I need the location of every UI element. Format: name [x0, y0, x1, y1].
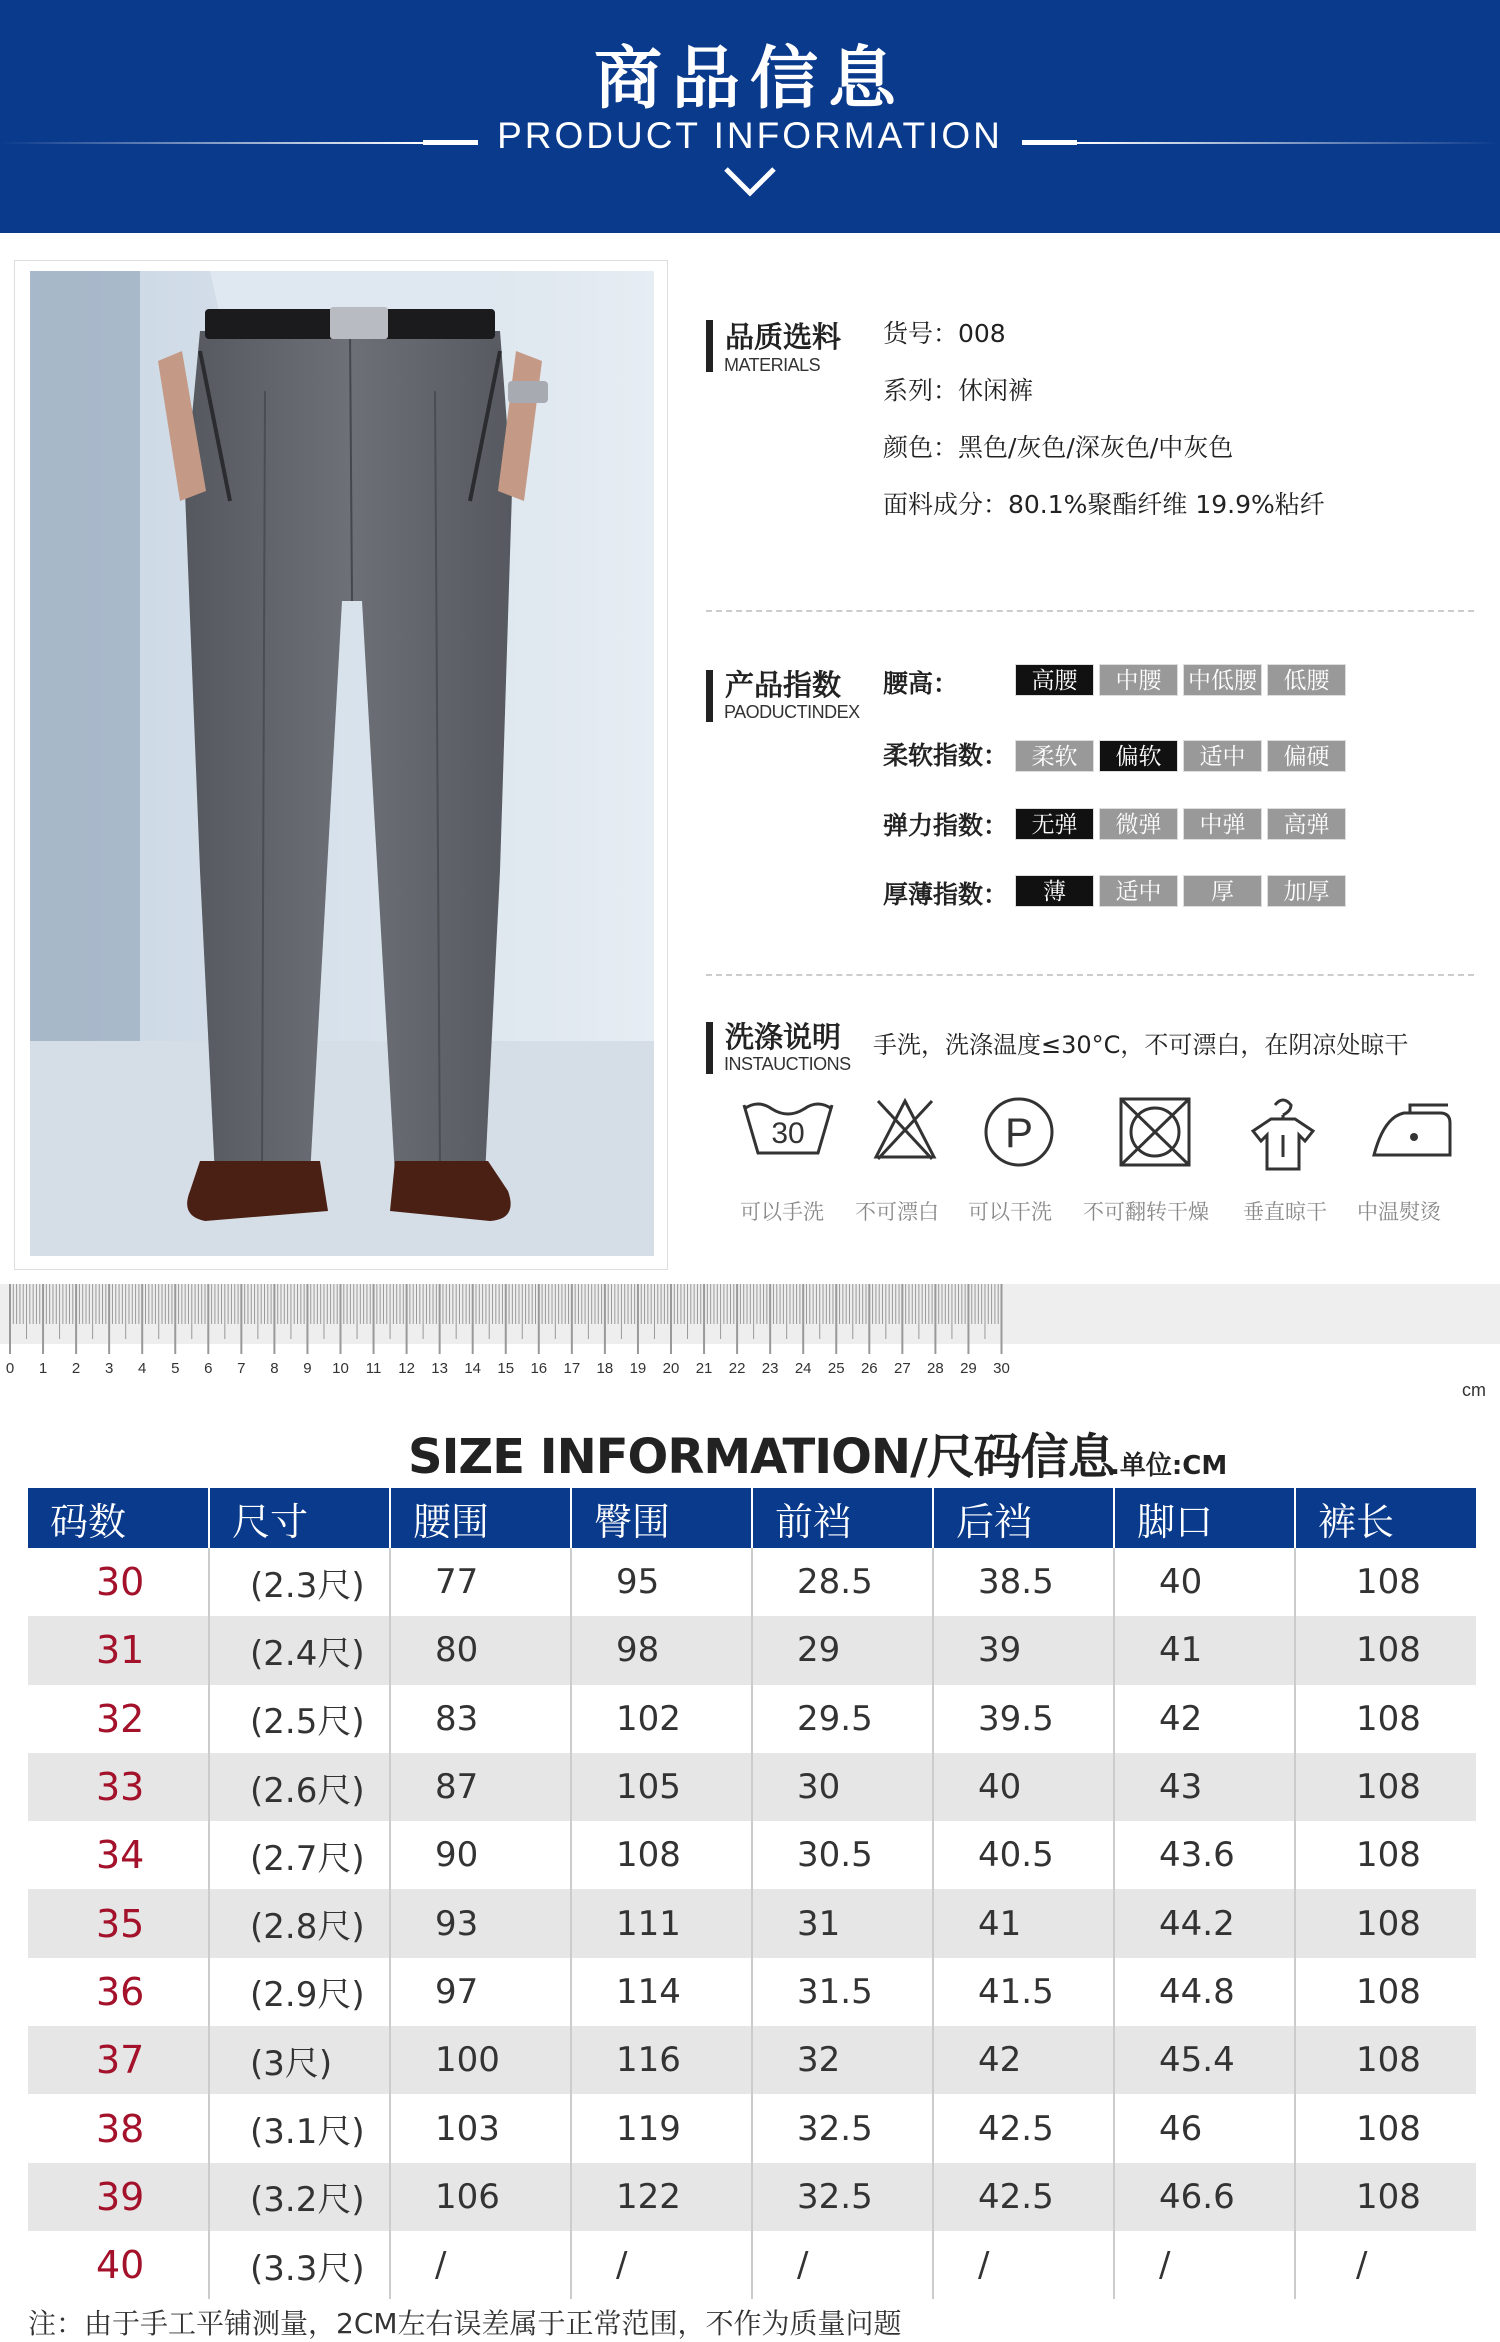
table-cell: 38.5	[933, 1548, 1114, 1616]
care-title-en: INSTAUCTIONS	[724, 1054, 851, 1074]
materials-line: 货号：008	[883, 319, 1006, 348]
table-cell: (2.3尺)	[209, 1548, 390, 1616]
section-divider	[706, 610, 1474, 612]
table-cell: 45.4	[1114, 2026, 1295, 2094]
table-cell: (3.2尺)	[209, 2163, 390, 2231]
table-cell: (2.7尺)	[209, 1821, 390, 1889]
table-row	[28, 1889, 1476, 1957]
table-cell: 40	[1114, 1548, 1295, 1616]
table-cell: /	[752, 2231, 933, 2299]
table-cell: 106	[390, 2163, 571, 2231]
ruler-tick-label: 19	[629, 1360, 647, 1377]
table-cell: 41	[933, 1889, 1114, 1957]
materials-line: 颜色：黑色/灰色/深灰色/中灰色	[883, 433, 1234, 462]
table-cell: 41	[1114, 1616, 1295, 1684]
table-cell: 42	[1114, 1685, 1295, 1753]
table-cell: 108	[571, 1821, 752, 1889]
table-cell: (3.3尺)	[209, 2231, 390, 2299]
table-cell: 43.6	[1114, 1821, 1295, 1889]
column-header: 尺寸	[209, 1488, 390, 1548]
table-cell: /	[933, 2231, 1114, 2299]
table-cell: 114	[571, 1958, 752, 2026]
table-cell: 108	[1295, 1753, 1476, 1821]
size-code-cell: 36	[28, 1958, 209, 2026]
section-divider	[706, 974, 1474, 976]
table-cell: 31	[752, 1889, 933, 1957]
size-code-cell: 32	[28, 1685, 209, 1753]
ruler-tick-label: 26	[860, 1360, 878, 1377]
ruler-tick-label: 25	[827, 1360, 845, 1377]
table-cell: 122	[571, 2163, 752, 2231]
table-row	[28, 1958, 1476, 2026]
column-header: 码数	[28, 1488, 209, 1548]
ruler-tick-label: 6	[204, 1360, 213, 1377]
ruler-tick-label: 8	[270, 1360, 279, 1377]
no-bleach-icon	[870, 1095, 940, 1165]
table-cell: 32	[752, 2026, 933, 2094]
size-table-header	[28, 1488, 1476, 1548]
table-cell: 32.5	[752, 2163, 933, 2231]
table-cell: 108	[1356, 1835, 1421, 1876]
index-chip: 中腰	[1099, 664, 1178, 696]
table-cell: 44.2	[1114, 1889, 1295, 1957]
index-chip: 柔软	[1015, 740, 1094, 772]
iron-medium-icon	[1370, 1095, 1456, 1165]
product-index-marker	[706, 670, 713, 722]
table-cell: 42	[933, 2026, 1114, 2094]
table-cell: 30.5	[752, 1821, 933, 1889]
care-caption: 垂直晾干	[1243, 1200, 1327, 1224]
index-chip: 偏硬	[1267, 740, 1346, 772]
ruler-tick-label: 15	[497, 1360, 515, 1377]
size-code-cell: 31	[28, 1616, 209, 1684]
table-cell: 105	[571, 1753, 752, 1821]
table-row	[28, 1753, 1476, 1821]
table-cell: 108	[1295, 1889, 1476, 1957]
table-cell: 77	[390, 1548, 571, 1616]
care-caption: 可以手洗	[740, 1200, 824, 1224]
table-row	[28, 1548, 1476, 1616]
svg-text:30: 30	[771, 1117, 805, 1150]
table-cell: 40	[933, 1753, 1114, 1821]
table-cell: 80	[390, 1616, 571, 1684]
size-code-cell: 35	[28, 1889, 209, 1957]
table-cell: 87	[390, 1753, 571, 1821]
index-chip: 无弹	[1015, 808, 1094, 840]
index-label-elasticity: 弹力指数：	[883, 811, 1009, 840]
care-caption: 不可漂白	[855, 1200, 939, 1224]
table-cell: 39	[933, 1616, 1114, 1684]
materials-line: 面料成分：80.1%聚酯纤维 19.9%粘纤	[883, 490, 1325, 519]
table-cell: 46.6	[1114, 2163, 1295, 2231]
ruler-tick-label: 1	[38, 1360, 48, 1377]
table-cell: (2.6尺)	[209, 1753, 390, 1821]
index-chip: 加厚	[1267, 875, 1346, 907]
page-subtitle: PRODUCT INFORMATION	[497, 115, 1003, 156]
svg-text:P: P	[1004, 1109, 1034, 1156]
table-cell: 100	[390, 2026, 571, 2094]
table-cell: 95	[571, 1548, 752, 1616]
ruler	[0, 1284, 1500, 1404]
table-cell: 108	[1356, 1971, 1421, 2012]
size-unit: .单位:CM	[1110, 1451, 1228, 1481]
table-cell: 29.5	[752, 1685, 933, 1753]
care-marker	[706, 1022, 713, 1074]
size-table	[28, 1488, 1476, 2299]
table-cell: (2.4尺)	[209, 1616, 390, 1684]
table-cell: (2.9尺)	[209, 1958, 390, 2026]
care-text: 手洗，洗涤温度≤30°C，不可漂白，在阴凉处晾干	[873, 1031, 1409, 1059]
page-header	[0, 0, 1500, 233]
table-cell: /	[1356, 2245, 1368, 2286]
ruler-tick-label: 13	[431, 1360, 448, 1377]
hang-dry-icon	[1245, 1095, 1321, 1175]
table-row	[28, 2231, 1476, 2299]
table-cell: 39.5	[933, 1685, 1114, 1753]
column-header: 腰围	[390, 1488, 571, 1548]
index-chip: 偏软	[1099, 740, 1178, 772]
size-table-body	[28, 1548, 1476, 2299]
table-cell: (2.8尺)	[209, 1889, 390, 1957]
size-code-cell: 33	[28, 1753, 209, 1821]
care-title: 洗涤说明	[725, 1020, 842, 1054]
table-cell: 108	[1356, 2108, 1421, 2149]
table-cell: 29	[752, 1616, 933, 1684]
table-row	[28, 2094, 1476, 2162]
ruler-tick-label: 29	[960, 1360, 977, 1377]
ruler-tick-label: 9	[303, 1360, 312, 1377]
column-header: 前裆	[752, 1488, 933, 1548]
table-cell: (3.1尺)	[209, 2094, 390, 2162]
care-caption: 中温熨烫	[1357, 1200, 1441, 1224]
index-chip: 低腰	[1267, 664, 1346, 696]
table-row	[28, 2163, 1476, 2231]
care-caption: 不可翻转干燥	[1083, 1200, 1209, 1224]
index-chip: 适中	[1183, 740, 1262, 772]
table-cell: 108	[1295, 2026, 1476, 2094]
product-index-title: 产品指数	[725, 668, 842, 702]
table-row	[28, 2026, 1476, 2094]
size-code-cell: 30	[28, 1548, 209, 1616]
index-chip: 中低腰	[1183, 664, 1262, 696]
table-cell: 111	[571, 1889, 752, 1957]
table-cell: /	[571, 2231, 752, 2299]
product-photo	[30, 271, 654, 1256]
column-header: 裤长	[1295, 1488, 1476, 1548]
table-cell: 43	[1114, 1753, 1295, 1821]
index-chip: 高弹	[1267, 808, 1346, 840]
index-label-thickness: 厚薄指数：	[883, 880, 1009, 909]
page-title: 商品信息	[593, 40, 906, 119]
index-label-softness: 柔软指数：	[883, 741, 1009, 770]
materials-title: 品质选料	[725, 320, 842, 354]
ruler-tick-label: 23	[761, 1360, 779, 1377]
index-chip: 中弹	[1183, 808, 1262, 840]
ruler-tick-label: 18	[596, 1360, 614, 1377]
product-index-title-en: PAODUCTINDEX	[724, 702, 860, 722]
size-code-cell: 37	[28, 2026, 209, 2094]
table-cell: 44.8	[1114, 1958, 1295, 2026]
hand-wash-30-icon	[738, 1095, 838, 1165]
size-code-cell: 34	[28, 1821, 209, 1889]
table-cell: 90	[390, 1821, 571, 1889]
size-title: SIZE INFORMATION/尺码信息	[408, 1429, 1115, 1485]
table-cell: (3尺)	[209, 2026, 390, 2094]
table-cell: 97	[390, 1958, 571, 2026]
ruler-tick-label: 10	[332, 1360, 349, 1377]
table-cell: 32.5	[752, 2094, 933, 2162]
index-label-waist: 腰高：	[883, 669, 959, 698]
care-caption: 可以干洗	[968, 1200, 1052, 1224]
ruler-tick-label: 0	[5, 1360, 15, 1377]
index-chip: 适中	[1099, 875, 1178, 907]
ruler-tick-label: 17	[563, 1360, 581, 1377]
index-chip: 微弹	[1099, 808, 1178, 840]
ruler-ticks	[0, 1284, 1500, 1364]
table-cell: 31.5	[752, 1958, 933, 2026]
table-cell: 108	[1295, 2163, 1476, 2231]
column-header: 脚口	[1114, 1488, 1295, 1548]
ruler-tick-label: 21	[695, 1360, 713, 1377]
ruler-tick-label: 22	[728, 1360, 746, 1377]
ruler-tick-label: 7	[237, 1360, 246, 1377]
chevron-down-icon	[722, 165, 778, 199]
index-chip: 薄	[1015, 875, 1094, 907]
size-code-cell: 38	[28, 2094, 209, 2162]
table-cell: 108	[1356, 1698, 1421, 1739]
table-cell: 116	[571, 2026, 752, 2094]
table-cell: 30	[752, 1753, 933, 1821]
ruler-tick-label: 3	[104, 1360, 114, 1377]
table-cell: /	[1114, 2231, 1295, 2299]
table-row	[28, 1685, 1476, 1753]
table-cell: 83	[390, 1685, 571, 1753]
table-cell: 46	[1114, 2094, 1295, 2162]
table-cell: 108	[1356, 1562, 1421, 1603]
materials-marker	[706, 320, 713, 372]
table-cell: 102	[571, 1685, 752, 1753]
table-row	[28, 1616, 1476, 1684]
ruler-tick-label: 28	[927, 1360, 944, 1377]
materials-title-en: MATERIALS	[724, 355, 821, 375]
table-cell: 108	[1295, 1616, 1476, 1684]
ruler-tick-label: 5	[171, 1360, 180, 1377]
dry-clean-icon	[982, 1095, 1056, 1169]
ruler-tick-label: 20	[662, 1360, 680, 1377]
ruler-tick-label: 2	[71, 1360, 81, 1377]
ruler-tick-label: 11	[365, 1360, 382, 1377]
column-header: 臀围	[571, 1488, 752, 1548]
ruler-tick-label: 14	[464, 1360, 482, 1377]
index-chip: 高腰	[1015, 664, 1094, 696]
column-header: 后裆	[933, 1488, 1114, 1548]
table-cell: 93	[390, 1889, 571, 1957]
table-cell: 28.5	[752, 1548, 933, 1616]
materials-line: 系列：休闲裤	[883, 376, 1034, 405]
ruler-tick-label: 30	[993, 1360, 1010, 1377]
size-code-cell: 40	[28, 2231, 209, 2299]
ruler-unit: cm	[1462, 1380, 1486, 1400]
table-row	[28, 1821, 1476, 1889]
index-chip: 厚	[1183, 875, 1262, 907]
table-cell: 103	[390, 2094, 571, 2162]
table-cell: 42.5	[933, 2094, 1114, 2162]
table-cell: 119	[571, 2094, 752, 2162]
product-photo-frame	[14, 260, 668, 1270]
table-cell: (2.5尺)	[209, 1685, 390, 1753]
ruler-tick-label: 4	[138, 1360, 147, 1377]
table-cell: 41.5	[933, 1958, 1114, 2026]
size-code-cell: 39	[28, 2163, 209, 2231]
table-cell: /	[390, 2231, 571, 2299]
table-cell: 42.5	[933, 2163, 1114, 2231]
ruler-tick-label: 27	[894, 1360, 911, 1377]
no-tumble-dry-icon	[1117, 1095, 1193, 1169]
table-cell: 98	[571, 1616, 752, 1684]
footnote: 注：由于手工平铺测量，2CM左右误差属于正常范围，不作为质量问题	[28, 2307, 902, 2340]
ruler-tick-label: 24	[794, 1360, 812, 1377]
ruler-tick-label: 16	[530, 1360, 548, 1377]
table-cell: 40.5	[933, 1821, 1114, 1889]
ruler-tick-label: 12	[398, 1360, 415, 1377]
